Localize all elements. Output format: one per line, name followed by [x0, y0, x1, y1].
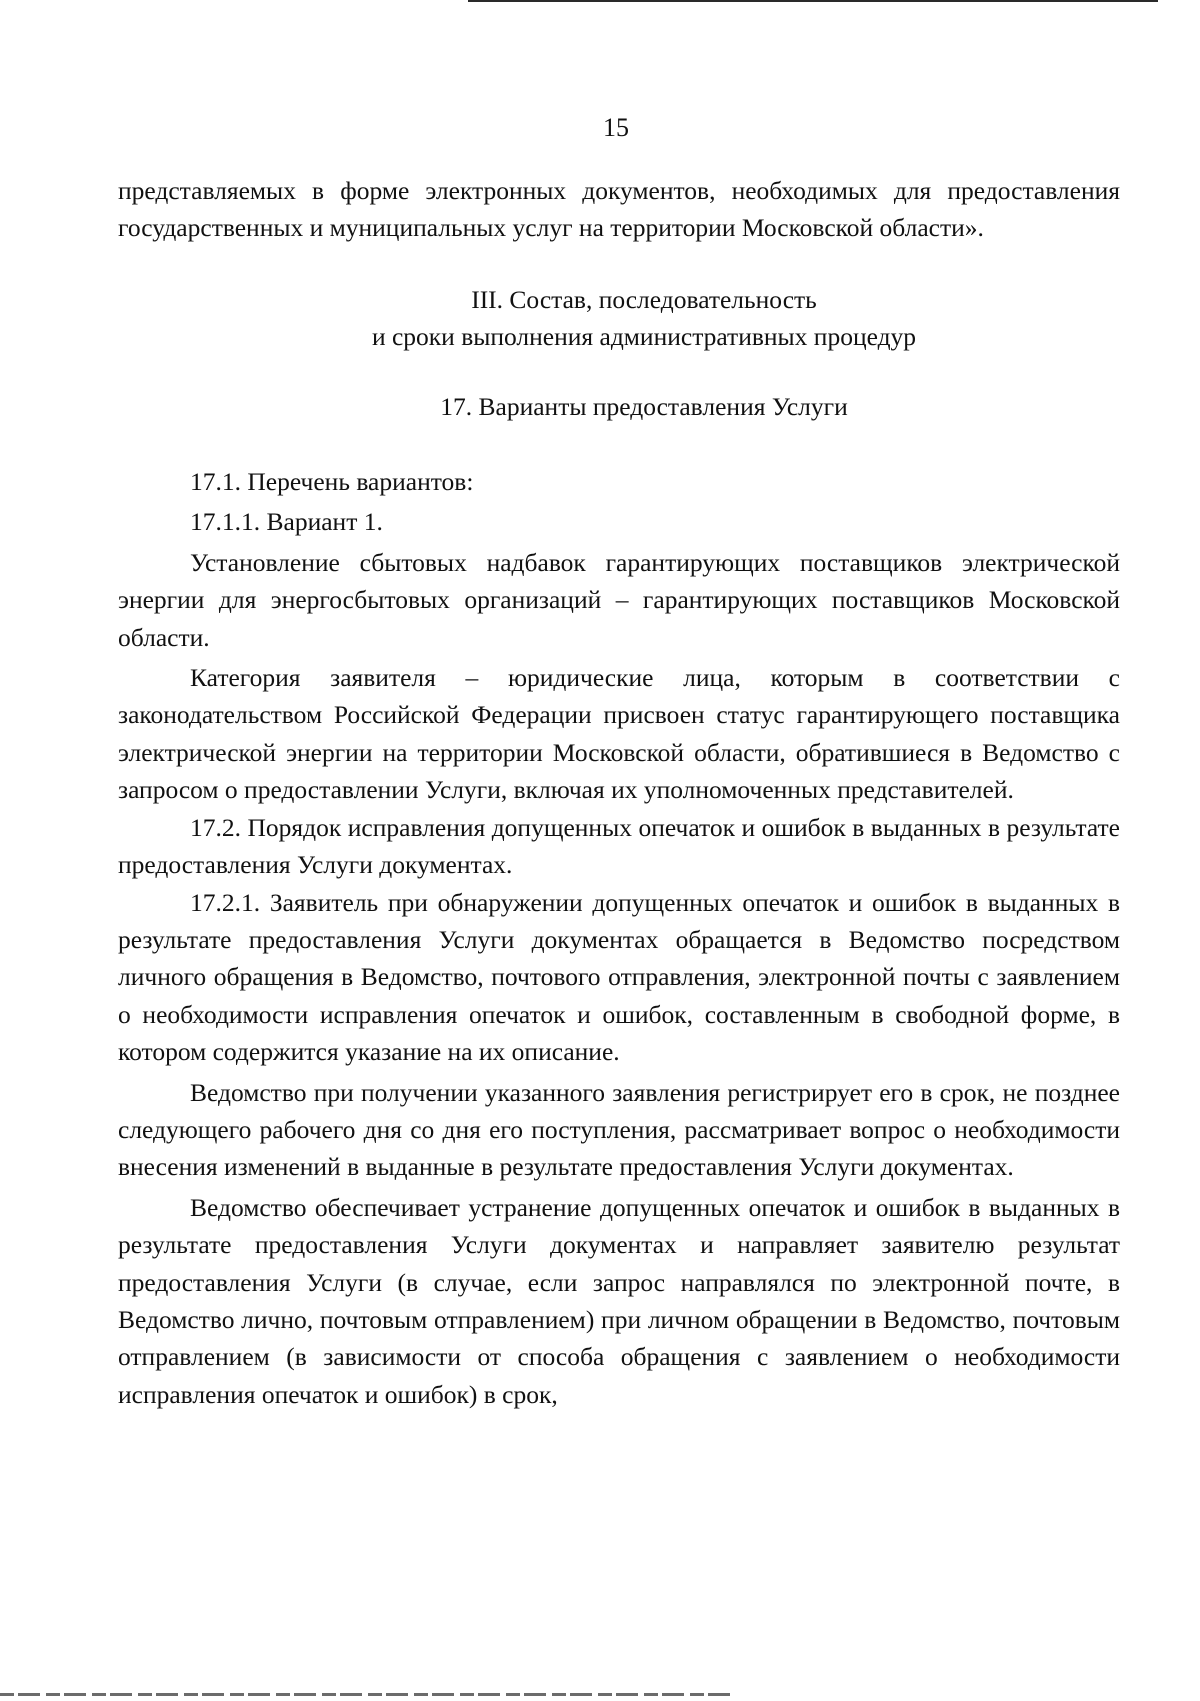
paragraph-registration: Ведомство при получении указанного заявления регистрирует его в срок, не позднее следующего рабочего дня со дня его поступления, рассматривает вопрос о необходимости внесения изменений в выданные в результате предоставления Услуги документах. — [118, 1077, 1120, 1182]
scan-edge-top — [468, 0, 1158, 2]
paragraph-variant-1: 17.1.1. Вариант 1. — [190, 507, 383, 537]
paragraph-17-2: 17.2. Порядок исправления допущенных опечаток и ошибок в выданных в результате предоставления Услуги документах. — [118, 812, 1120, 880]
paragraph-variant-description: Установление сбытовых надбавок гарантирующих поставщиков электрической энергии для энергосбытовых организаций – гарантирующих поставщиков Московской области. — [118, 547, 1120, 652]
paragraph-17-2-1: 17.2.1. Заявитель при обнаружении допущенных опечаток и ошибок в выданных в результате предоставления Услуги документах обращается в Ведомство посредством личного обращения в Ведомство, почтового отправления, электронной почты с заявлением о необходимости исправления опечаток и ошибок, составленным в свободной форме, в котором содержится указание на их описание. — [118, 887, 1120, 1067]
document-body — [118, 172, 1120, 1413]
scan-edge-bottom — [0, 1693, 730, 1696]
intro-paragraph: представляемых в форме электронных документов, необходимых для предоставления государственных и муниципальных услуг на территории Московской области». — [118, 176, 1120, 243]
subsection-heading: 17. Варианты предоставления Услуги — [440, 391, 848, 421]
section-heading-line-1: III. Состав, последовательность — [471, 284, 817, 314]
page-number: 15 — [603, 113, 629, 142]
section-heading-line-2: и сроки выполнения административных процедур — [371, 322, 917, 352]
paragraph-list-of-variants: 17.1. Перечень вариантов: — [190, 467, 474, 497]
paragraph-applicant-category: Категория заявителя – юридические лица, которым в соответствии с законодательством Российской Федерации присвоен статус гарантирующего поставщика электрической энергии на территории Московской области, обратившиеся в Ведомство с запросом о предоставлении Услуги, включая их уполномоченных представителей. — [118, 663, 1120, 805]
paragraph-correction: Ведомство обеспечивает устранение допущенных опечаток и ошибок в выданных в результате предоставления Услуги документах и направляет заявителю результат предоставления Услуги (в случае, если запрос направлялся по электронной почте, в Ведомство лично, почтовым отправлением) при личном обращении в Ведомство, почтовым отправлением (в зависимости от способа обращения с заявлением о необходимости исправления опечаток и ошибок) в срок, — [118, 1192, 1120, 1409]
